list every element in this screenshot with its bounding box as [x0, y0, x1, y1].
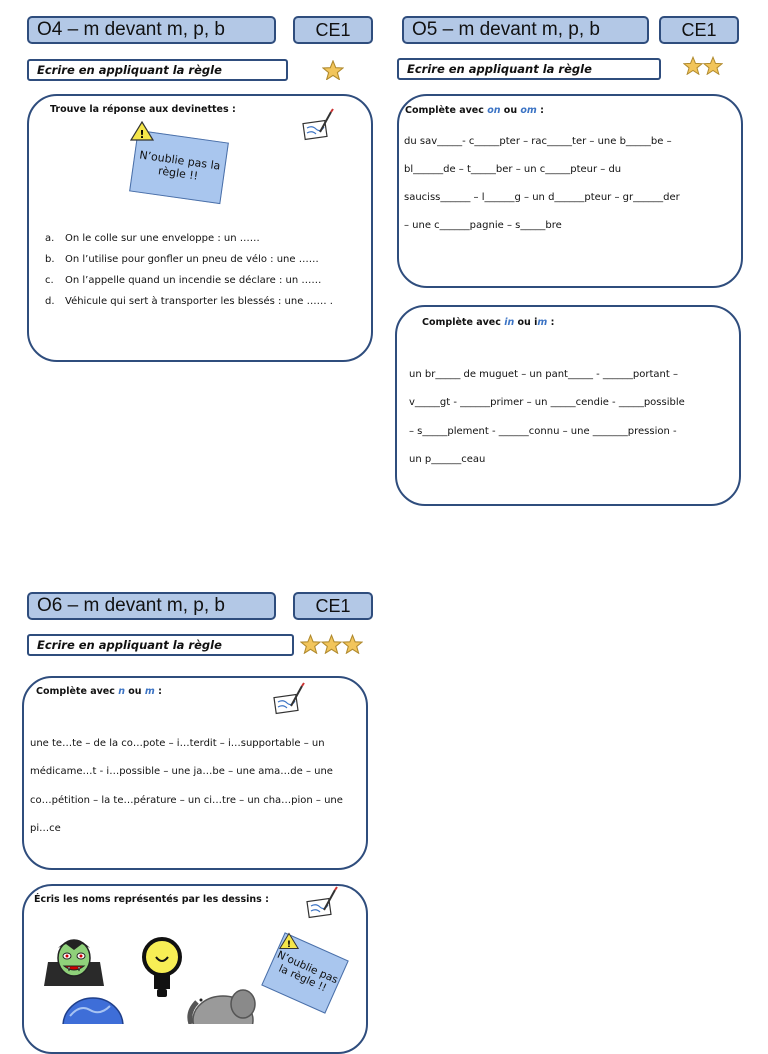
o5-ex2-line: un p______ceau [409, 454, 486, 465]
o6-ex1-line: pi…ce [30, 823, 61, 834]
list-item: b. On l’utilise pour gonfler un pneu de vélo : une …… [45, 254, 319, 265]
list-item: d. Véhicule qui sert à transporter les blessés : une …… . [45, 296, 333, 307]
list-item: c. On l’appelle quand un incendie se déclare : un …… [45, 275, 322, 286]
o4-level: CE1 [293, 16, 373, 44]
reminder-text: N’oublie pas la règle !! [138, 148, 222, 183]
o4-exercise-title: Trouve la réponse aux devinettes : [50, 104, 236, 115]
o5-ex2-line: v_____gt - ______primer – un _____cendie - _____possible [409, 397, 685, 408]
o5-ex1-line: bl______de – t_____ber – un c_____pteur – du [404, 164, 622, 175]
o5-exercise2-title: Complète avec in ou im : [422, 317, 555, 328]
warning-icon [279, 932, 299, 950]
o6-level: CE1 [293, 592, 373, 620]
o5-ex1-line: sauciss______ – l______g – un d______pteur – gr______der [404, 192, 680, 203]
o6-exercise2-title: Écris les noms représentés par les dessins : [34, 894, 269, 905]
svg-text:!: ! [139, 128, 145, 141]
o4-reminder-note [129, 130, 229, 204]
star-icon [322, 60, 344, 80]
o4-riddle-list [45, 233, 333, 317]
o5-exercise1-panel [397, 94, 743, 288]
reminder-text: N’oublie pas la règle !! [275, 948, 340, 995]
svg-text:!: ! [286, 938, 292, 950]
o5-ex2-line: – s_____plement - ______connu – une _______pression - [409, 426, 677, 437]
o5-ex1-line: – une c______pagnie – s_____bre [404, 220, 562, 231]
elephant-icon [183, 984, 257, 1024]
star-icon [342, 634, 363, 654]
writing-icon [304, 886, 340, 922]
o6-ex1-line: une te…te – de la co…pote – i…terdit – i…supportable – un [30, 738, 325, 749]
star-icon [683, 56, 703, 75]
o6-title: O6 – m devant m, p, b [27, 592, 276, 620]
o5-rule: Ecrire en appliquant la règle [397, 58, 661, 80]
lightbulb-icon [140, 935, 184, 1001]
warning-icon [130, 121, 154, 141]
o5-exercise1-title: Complète avec on ou om : [405, 105, 544, 116]
o5-title: O5 – m devant m, p, b [402, 16, 649, 44]
o5-stars [683, 56, 723, 75]
writing-icon [300, 108, 336, 144]
writing-icon [271, 682, 307, 718]
star-icon [321, 634, 342, 654]
o6-ex1-line: médicame…t - i…possible – une ja…be – une ama…de – une [30, 766, 333, 777]
o5-ex1-line: du sav_____- c_____pter – rac_____ter – une b_____be – [404, 136, 672, 147]
vampire-icon [42, 932, 106, 990]
o4-stars [322, 60, 344, 80]
o5-level: CE1 [659, 16, 739, 44]
globe-icon [60, 996, 126, 1024]
o4-rule: Ecrire en appliquant la règle [27, 59, 288, 81]
o6-rule: Ecrire en appliquant la règle [27, 634, 294, 656]
o6-stars [300, 634, 363, 654]
star-icon [300, 634, 321, 654]
o6-ex1-line: co…pétition – la te…pérature – un ci…tre – un cha…pion – une [30, 795, 343, 806]
star-icon [703, 56, 723, 75]
o5-ex2-line: un br_____ de muguet – un pant_____ - ______portant – [409, 369, 678, 380]
o4-title: O4 – m devant m, p, b [27, 16, 276, 44]
list-item: a. On le colle sur une enveloppe : un …… [45, 233, 260, 244]
o6-exercise1-title: Complète avec n ou m : [36, 686, 162, 697]
